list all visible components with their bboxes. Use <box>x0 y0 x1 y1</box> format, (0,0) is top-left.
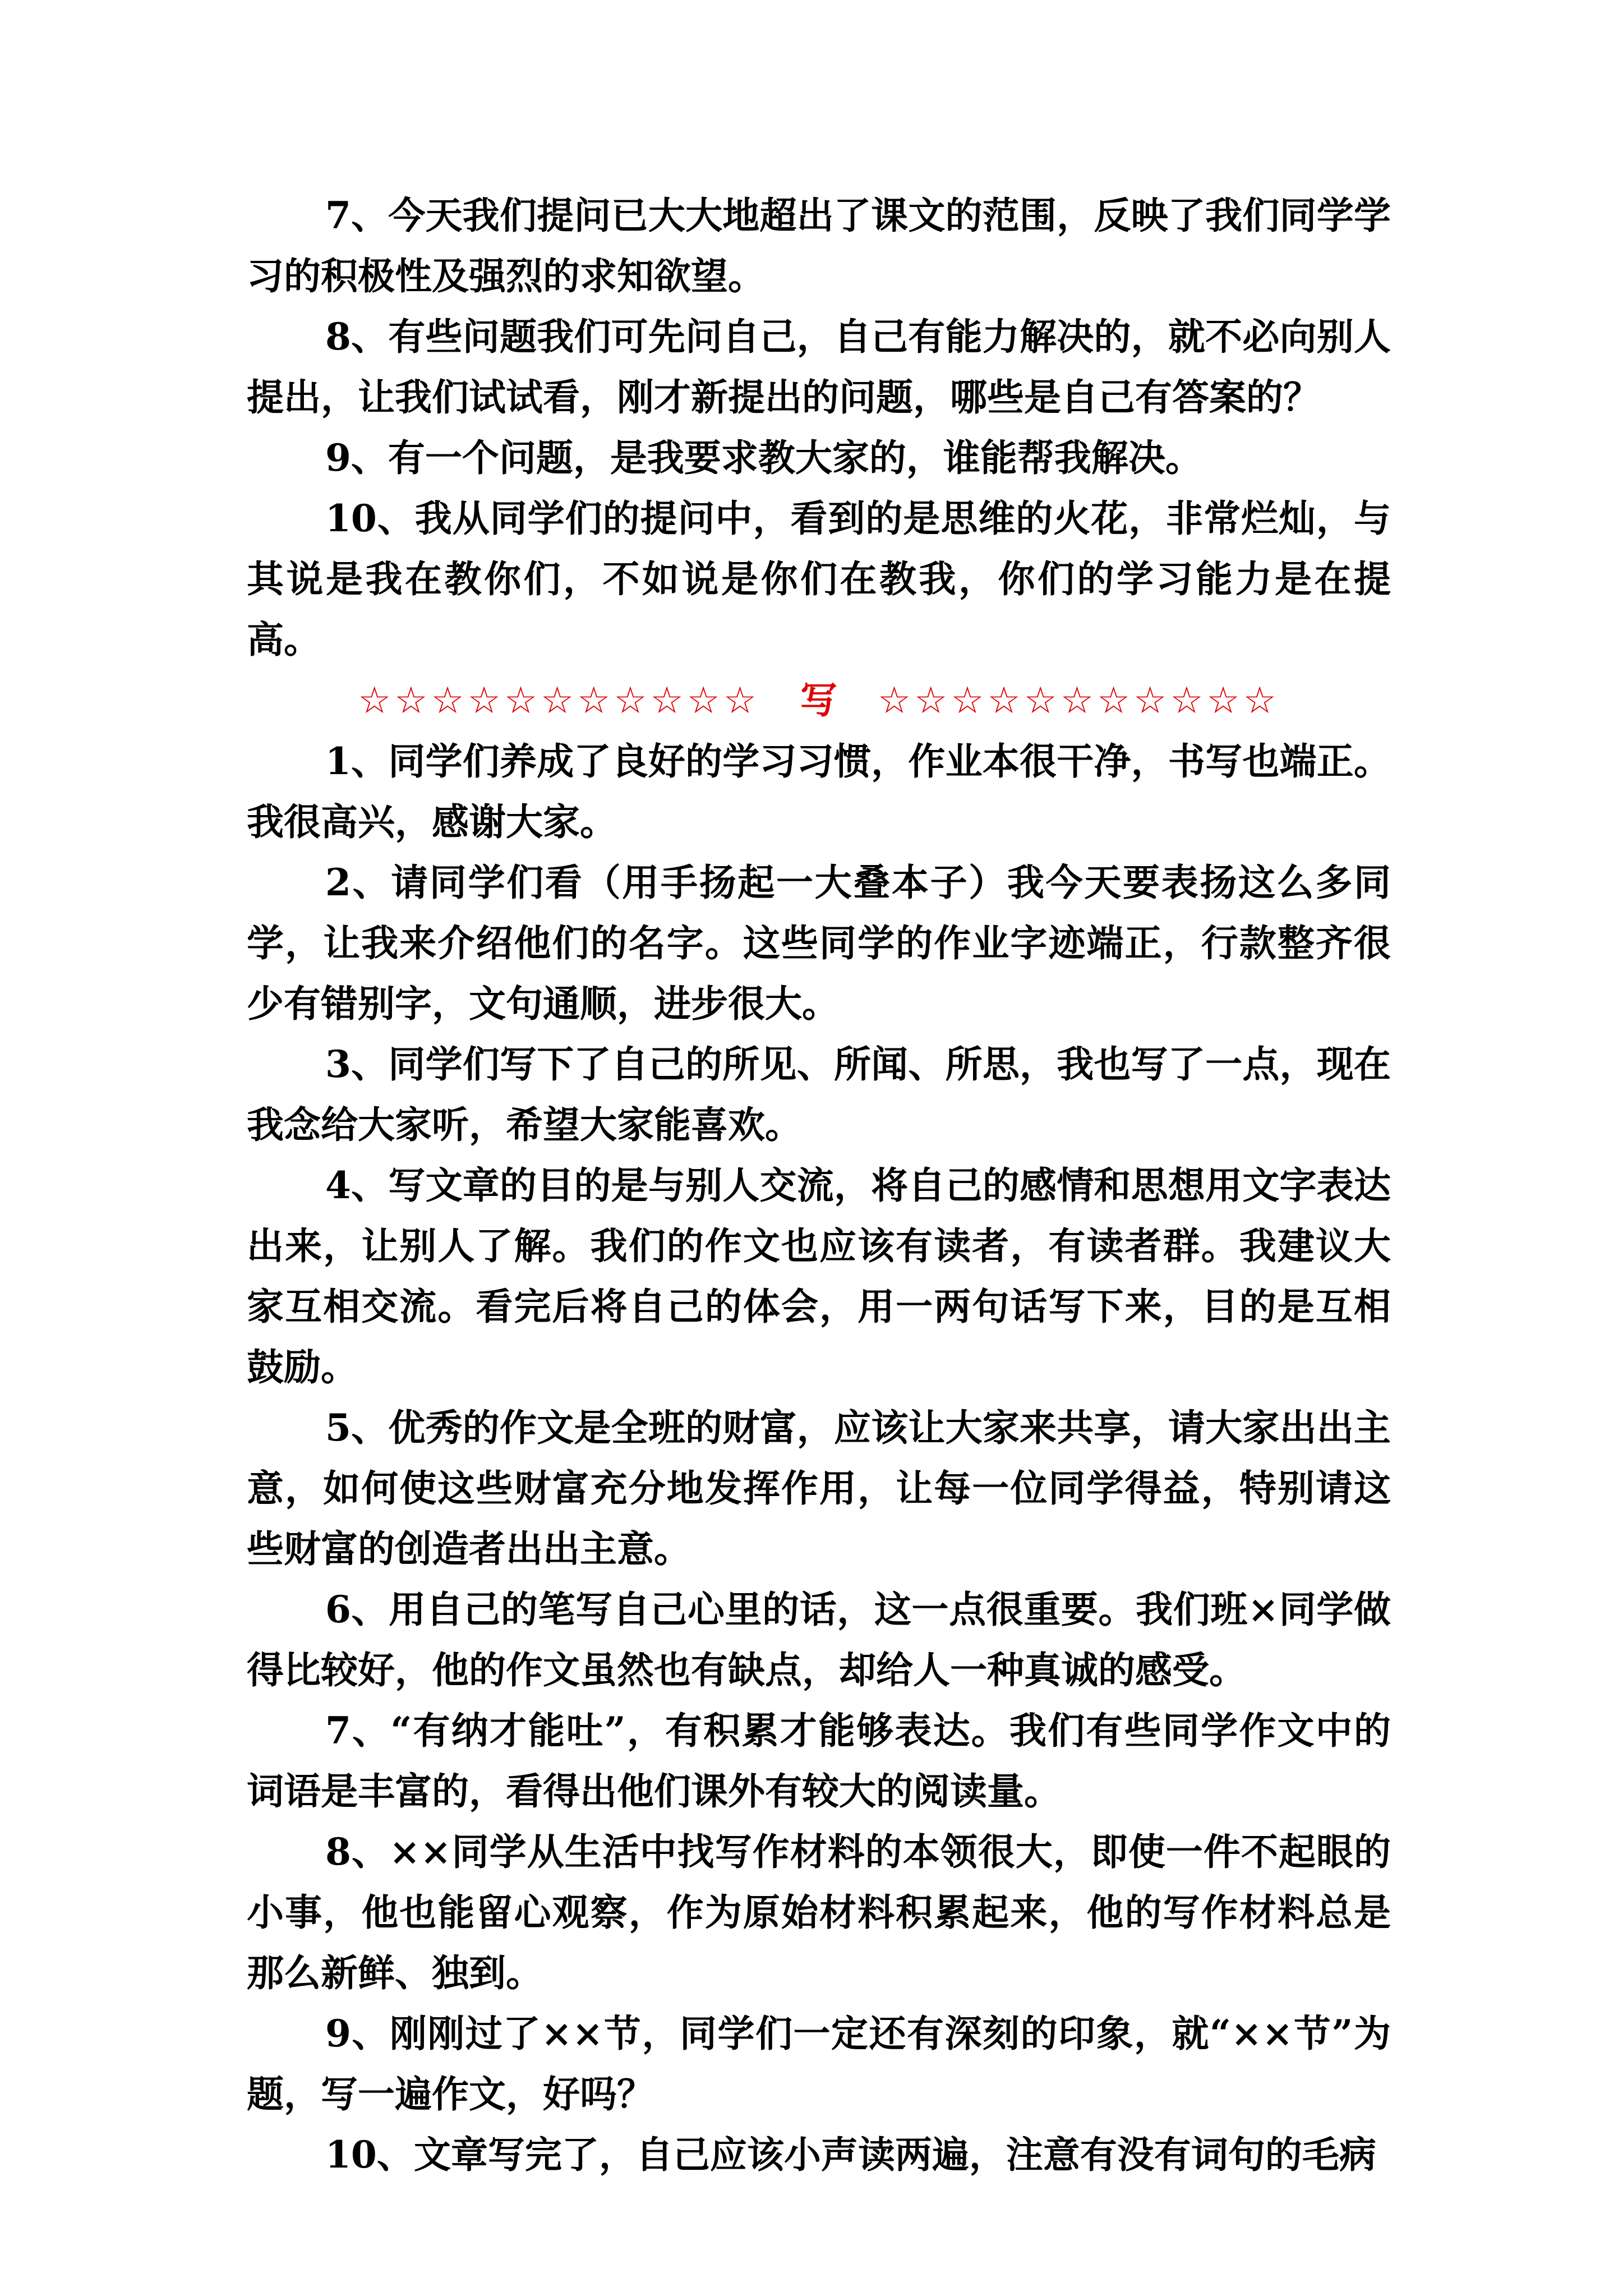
write-paragraph-6: 6、用自己的笔写自己心里的话，这一点很重要。我们班×同学做得比较好，他的作文虽然也有缺点，却给人一种真诚的感受。 <box>247 1588 1391 1692</box>
write-paragraph-10: 10、文章写完了，自己应该小声读两遍，注意有没有词句的毛病 <box>325 2133 1376 2177</box>
paragraph-9: 9、有一个问题，是我要求教大家的，谁能帮我解决。 <box>325 436 1202 480</box>
write-paragraph-9: 9、刚刚过了××节，同学们一定还有深刻的印象，就“××节”为题，写一遍作文，好吗？ <box>247 2012 1391 2116</box>
write-paragraph-3: 3、同学们写下了自己的所见、所闻、所思，我也写了一点，现在我念给大家听，希望大家能喜欢。 <box>247 1042 1391 1147</box>
paragraph-10: 10、我从同学们的提问中，看到的是思维的火花，非常烂灿，与其说是我在教你们，不如说是你们在教我，你们的学习能力是在提高。 <box>247 496 1391 661</box>
paragraph-8: 8、有些问题我们可先问自己，自己有能力解决的，就不必向别人提出，让我们试试看，刚才新提出的问题，哪些是自己有答案的？ <box>247 315 1391 419</box>
section-title: 写 <box>800 678 837 722</box>
section-heading-write <box>247 670 1391 731</box>
write-paragraph-5: 5、优秀的作文是全班的财富，应该让大家来共享，请大家出出主意，如何使这些财富充分地发挥作用，让每一位同学得益，特别请这些财富的创造者出出主意。 <box>247 1406 1391 1571</box>
document-body <box>247 185 1391 2185</box>
write-paragraph-8: 8、××同学从生活中找写作材料的本领很大，即使一件不起眼的小事，他也能留心观察，作为原始材料积累起来，他的写作材料总是那么新鲜、独到。 <box>247 1830 1391 1995</box>
write-paragraph-1: 1、同学们养成了良好的学习习惯，作业本很干净，书写也端正。我很高兴，感谢大家。 <box>247 739 1391 844</box>
stars-left-decoration: ☆☆☆☆☆☆☆☆☆☆☆ <box>358 679 760 722</box>
stars-right-decoration: ☆☆☆☆☆☆☆☆☆☆☆ <box>878 679 1280 722</box>
write-paragraph-4: 4、写文章的目的是与别人交流，将自己的感情和思想用文字表达出来，让别人了解。我们的作文也应该有读者，有读者群。我建议大家互相交流。看完后将自己的体会，用一两句话写下来，目的是互相鼓励。 <box>247 1163 1391 1389</box>
paragraph-7: 7、今天我们提问已大大地超出了课文的范围，反映了我们同学学习的积极性及强烈的求知欲望。 <box>247 194 1391 298</box>
write-paragraph-7: 7、“有纳才能吐”，有积累才能够表达。我们有些同学作文中的词语是丰富的，看得出他们课外有较大的阅读量。 <box>247 1709 1391 1813</box>
write-paragraph-2: 2、请同学们看（用手扬起一大叠本子）我今天要表扬这么多同学，让我来介绍他们的名字。这些同学的作业字迹端正，行款整齐很少有错别字，文句通顺，进步很大。 <box>247 861 1391 1025</box>
